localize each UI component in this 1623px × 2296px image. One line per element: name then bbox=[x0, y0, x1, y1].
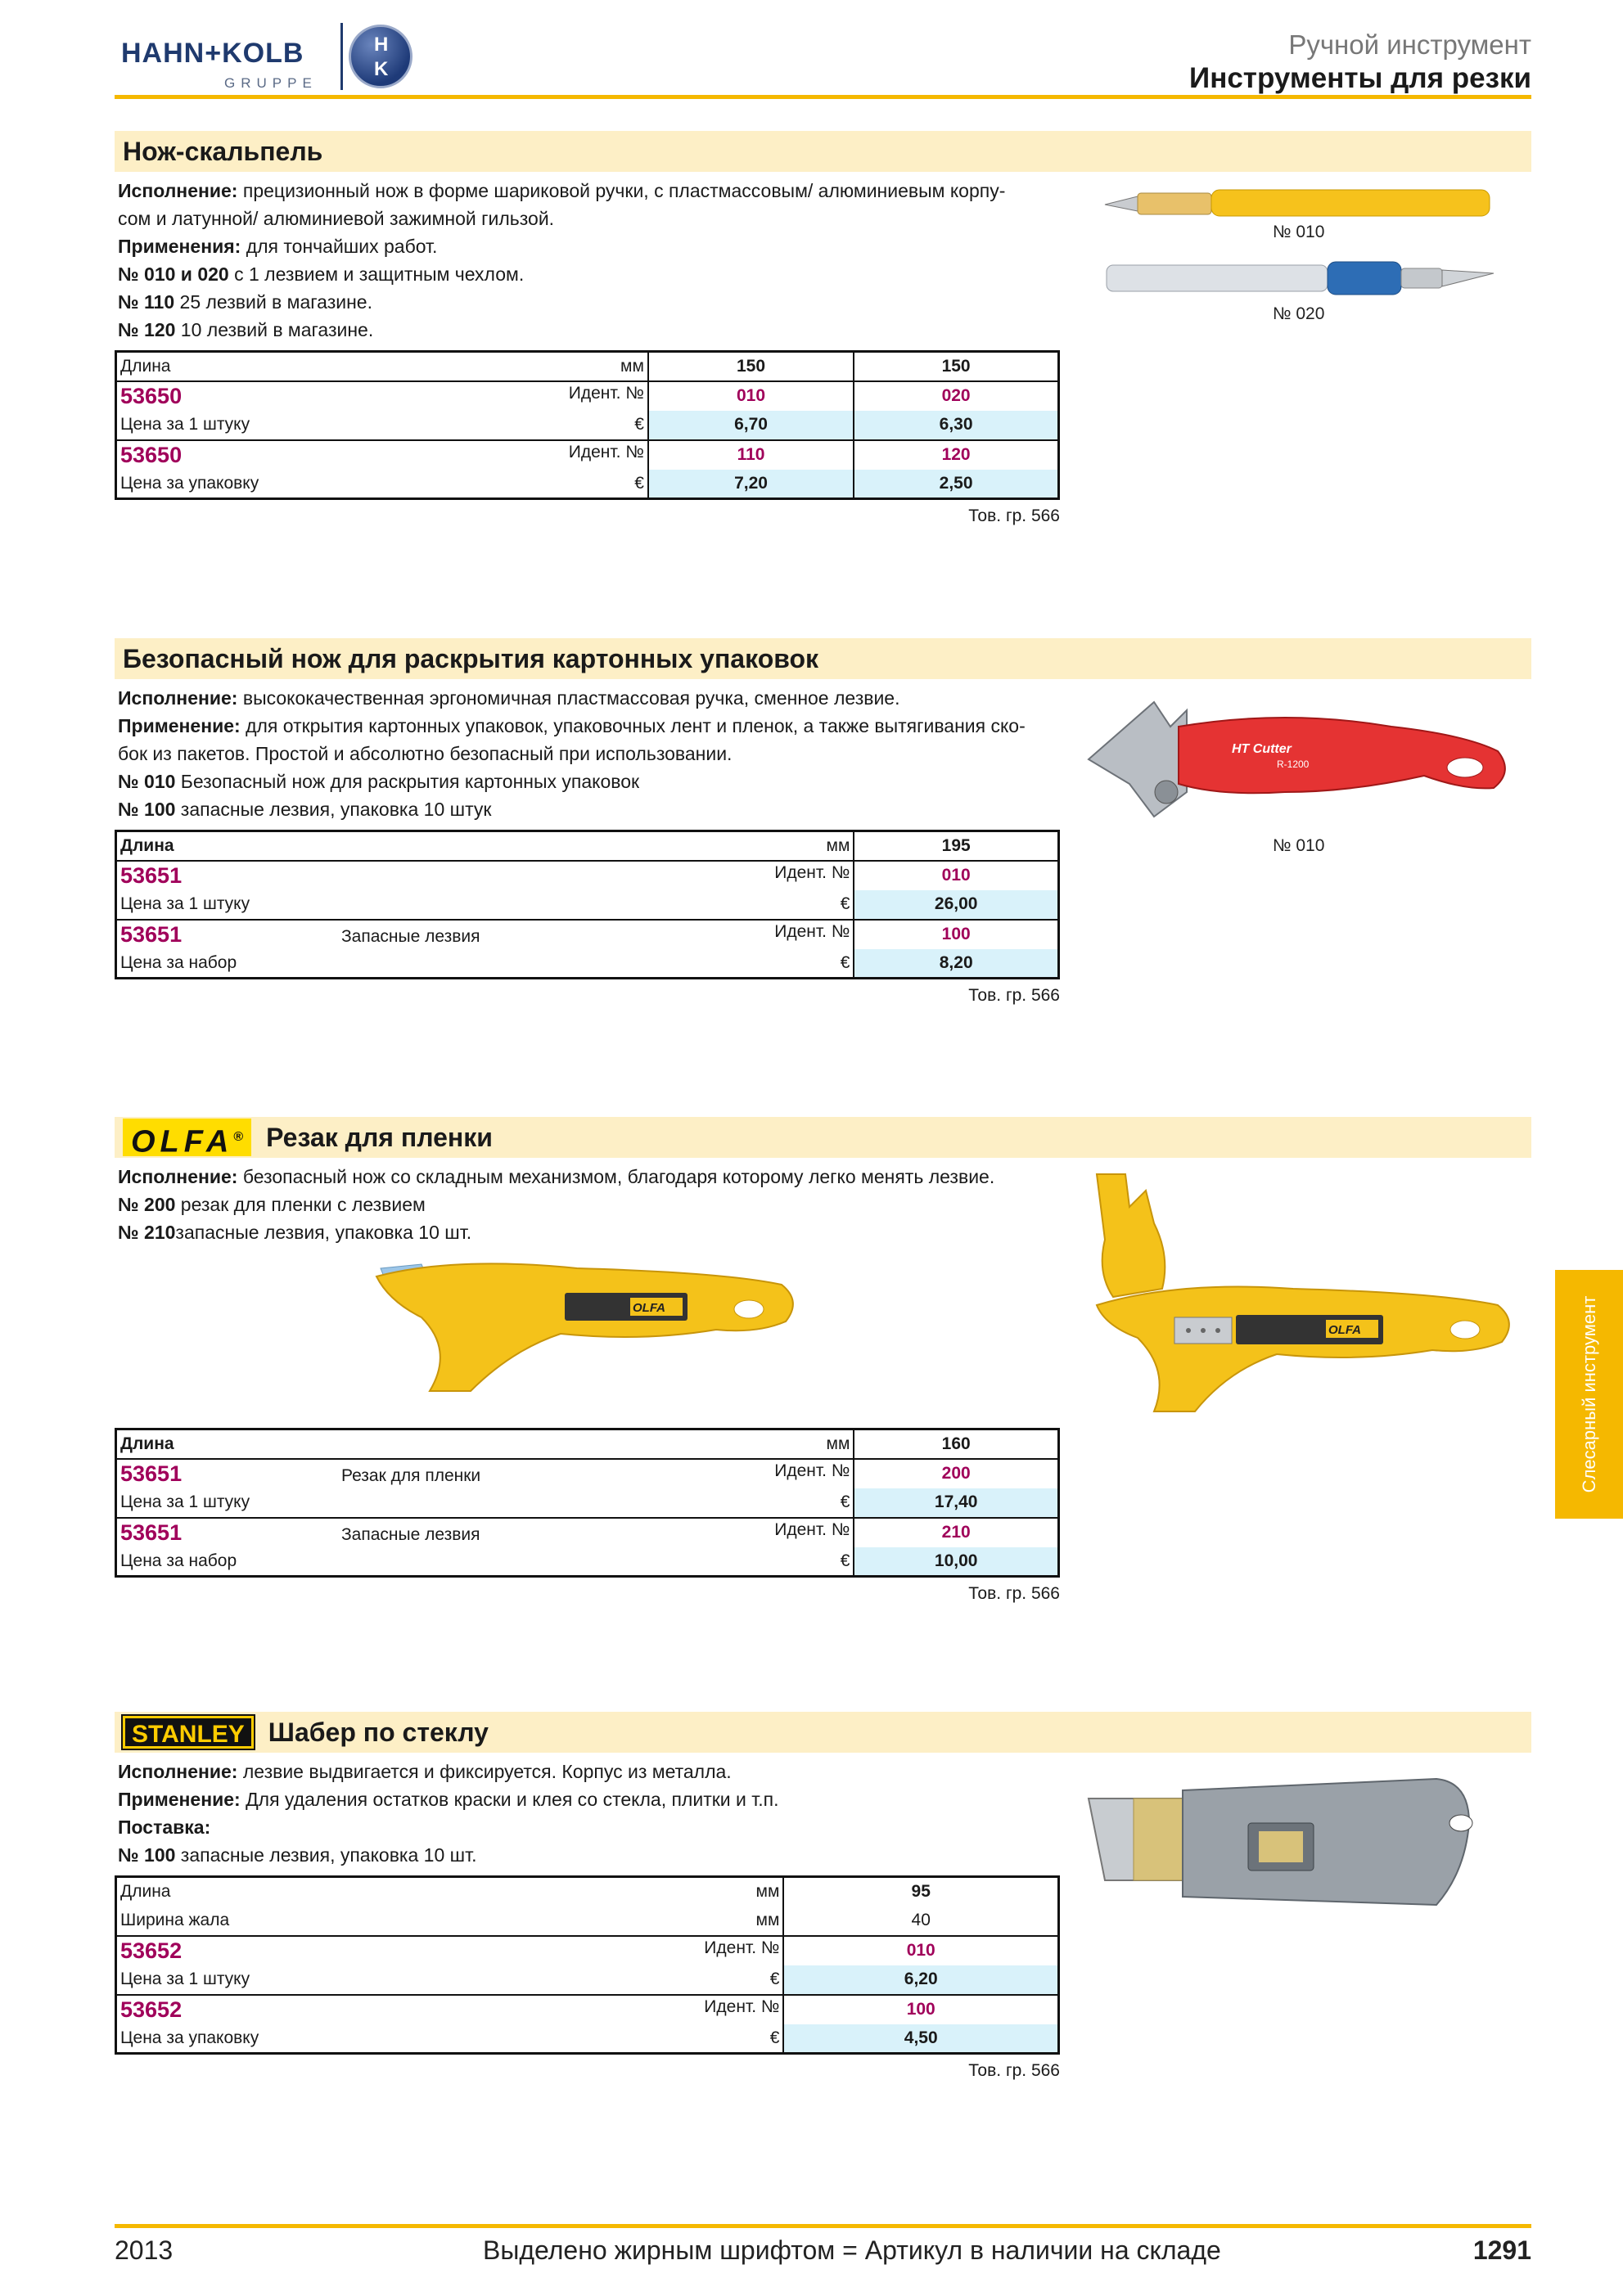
table-row: Длина мм 95 bbox=[116, 1877, 1059, 1907]
desc-line: № 100 запасные лезвия, упаковка 10 штук bbox=[118, 799, 492, 820]
article-number: 53652 bbox=[120, 1997, 183, 2022]
article-number: 53651 bbox=[120, 1461, 183, 1486]
page-number: 1291 bbox=[1472, 2235, 1531, 2265]
header-subcategory: Инструменты для резки bbox=[1189, 62, 1531, 94]
product-group: Тов. гр. 566 bbox=[968, 506, 1060, 525]
image-caption: № 010 bbox=[1273, 223, 1325, 241]
desc-line: № 010 Безопасный нож для раскрытия картонных упаковок bbox=[118, 771, 640, 792]
article-number: 53651 bbox=[120, 921, 183, 947]
image-caption: № 010 bbox=[1273, 836, 1325, 855]
spec-table-wrap bbox=[115, 350, 1060, 526]
spec-table bbox=[115, 1875, 1060, 2055]
logo-mark-icon: H K bbox=[349, 25, 413, 88]
article-number: 53651 bbox=[120, 1519, 183, 1545]
desc-line: бок из пакетов. Простой и абсолютно безопасный при использовании. bbox=[118, 743, 733, 764]
section-title: Шабер по стеклу bbox=[268, 1717, 489, 1747]
product-group: Тов. гр. 566 bbox=[968, 2061, 1060, 2080]
table-row: Цена за упаковку € 7,20 2,50 bbox=[116, 470, 1059, 499]
table-row: Ширина жала мм 40 bbox=[116, 1907, 1059, 1936]
section-header bbox=[115, 638, 1531, 679]
desc-line: Исполнение: лезвие выдвигается и фиксируется. Корпус из металла. bbox=[118, 1761, 732, 1782]
logo-text: HAHN+KOLB bbox=[121, 38, 304, 69]
knife-model: R-1200 bbox=[1277, 759, 1310, 770]
table-row: 53650 Идент. № 010 020 bbox=[116, 381, 1059, 411]
table-row: Длина мм 195 bbox=[116, 831, 1059, 861]
table-row: 53651 Запасные лезвия Идент. № 100 bbox=[116, 920, 1059, 949]
desc-line: № 100 запасные лезвия, упаковка 10 шт. bbox=[118, 1844, 477, 1866]
section-title: Безопасный нож для раскрытия картонных упаковок bbox=[123, 643, 819, 673]
table-row: Длина мм 150 150 bbox=[116, 352, 1059, 381]
desc-line: Исполнение: безопасный нож со складным механизмом, благодаря которому легко менять лезвие. bbox=[118, 1166, 995, 1187]
section-header bbox=[115, 131, 1531, 172]
hahn-kolb-logo bbox=[121, 20, 416, 93]
product-description bbox=[115, 1758, 1064, 1869]
table-row: 53652 Идент. № 010 bbox=[116, 1936, 1059, 1965]
product-description bbox=[115, 1163, 1064, 1246]
header-category: Ручной инструмент bbox=[1288, 29, 1531, 60]
table-row: 53651 Запасные лезвия Идент. № 210 bbox=[116, 1518, 1059, 1547]
logo-divider bbox=[340, 23, 343, 90]
olfa-cutter-closed-image bbox=[372, 1252, 806, 1407]
spec-table-wrap bbox=[115, 1428, 1060, 1604]
table-row: Цена за 1 штуку € 26,00 bbox=[116, 890, 1059, 920]
desc-line: Применение: для открытия картонных упаковок, упаковочных лент и пленок, а также вытягивания ско- bbox=[118, 715, 1026, 736]
table-row: Цена за упаковку € 4,50 bbox=[116, 2024, 1059, 2054]
table-row: Длина мм 160 bbox=[116, 1429, 1059, 1459]
article-number: 53652 bbox=[120, 1938, 183, 1963]
footer-year: 2013 bbox=[115, 2235, 174, 2265]
knife-label: HT Cutter bbox=[1232, 742, 1292, 756]
desc-line: Поставка: bbox=[118, 1817, 211, 1838]
page-header bbox=[1189, 29, 1531, 95]
section-header bbox=[115, 1712, 1531, 1753]
safety-knife-image bbox=[1080, 694, 1514, 825]
table-row: Цена за 1 штуку € 6,20 bbox=[116, 1965, 1059, 1995]
desc-line: № 200 резак для пленки с лезвием bbox=[118, 1194, 426, 1215]
side-tab-label: Слесарный инструмент bbox=[1578, 1295, 1599, 1493]
logo-subtext: GRUPPE bbox=[224, 75, 318, 91]
table-row: Цена за набор € 8,20 bbox=[116, 949, 1059, 979]
chapter-side-tab bbox=[1555, 1270, 1623, 1519]
stanley-brand-logo: STANLEY bbox=[123, 1716, 254, 1749]
table-row: Цена за 1 штуку € 17,40 bbox=[116, 1488, 1059, 1518]
desc-line: сом и латунной/ алюминиевой зажимной гильзой. bbox=[118, 208, 555, 229]
desc-line: № 010 и 020 с 1 лезвием и защитным чехлом. bbox=[118, 263, 525, 285]
desc-line: Исполнение: высококачественная эргономичная пластмассовая ручка, сменное лезвие. bbox=[118, 687, 900, 709]
scalpel-020-image bbox=[1105, 259, 1498, 301]
table-row: Цена за набор € 10,00 bbox=[116, 1547, 1059, 1577]
article-number: 53650 bbox=[120, 442, 183, 467]
bottom-rule bbox=[115, 2224, 1531, 2228]
section-title: Нож-скальпель bbox=[123, 136, 323, 166]
knife-brand-label: OLFA bbox=[1328, 1323, 1361, 1337]
product-group: Тов. гр. 566 bbox=[968, 986, 1060, 1005]
glass-scraper-image bbox=[1084, 1774, 1477, 1921]
spec-table-wrap bbox=[115, 830, 1060, 1006]
table-row: 53652 Идент. № 100 bbox=[116, 1995, 1059, 2024]
knife-brand-label: OLFA bbox=[633, 1301, 665, 1315]
top-rule bbox=[115, 95, 1531, 99]
table-row: 53651 Идент. № 010 bbox=[116, 861, 1059, 890]
table-row: 53651 Резак для пленки Идент. № 200 bbox=[116, 1459, 1059, 1488]
spec-table bbox=[115, 1428, 1060, 1578]
desc-line: Применения: для тончайших работ. bbox=[118, 236, 438, 257]
desc-line: Исполнение: прецизионный нож в форме шариковой ручки, с пластмассовым/ алюминиевым корпу- bbox=[118, 180, 1006, 201]
spec-table bbox=[115, 350, 1060, 500]
product-group: Тов. гр. 566 bbox=[968, 1584, 1060, 1603]
section-title: Резак для пленки bbox=[266, 1122, 493, 1152]
desc-line: № 210запасные лезвия, упаковка 10 шт. bbox=[118, 1222, 472, 1243]
desc-line: Применение: Для удаления остатков краски и клея со стекла, плитки и т.п. bbox=[118, 1789, 779, 1810]
spec-table-wrap bbox=[115, 1875, 1060, 2081]
table-row: Цена за 1 штуку € 6,70 6,30 bbox=[116, 411, 1059, 440]
article-number: 53650 bbox=[120, 383, 183, 408]
image-caption: № 020 bbox=[1273, 304, 1325, 323]
olfa-cutter-open-image bbox=[1080, 1174, 1522, 1420]
product-description bbox=[115, 177, 1064, 344]
table-row: 53650 Идент. № 110 120 bbox=[116, 440, 1059, 470]
product-description bbox=[115, 684, 1064, 823]
desc-line: № 110 25 лезвий в магазине. bbox=[118, 291, 372, 313]
spec-table bbox=[115, 830, 1060, 979]
footer-note: Выделено жирным шрифтом = Артикул в наличии на складе bbox=[483, 2235, 1221, 2265]
section-header bbox=[115, 1117, 1531, 1158]
olfa-brand-logo: OLFA® bbox=[123, 1119, 251, 1156]
article-number: 53651 bbox=[120, 862, 183, 888]
desc-line: № 120 10 лезвий в магазине. bbox=[118, 319, 374, 340]
